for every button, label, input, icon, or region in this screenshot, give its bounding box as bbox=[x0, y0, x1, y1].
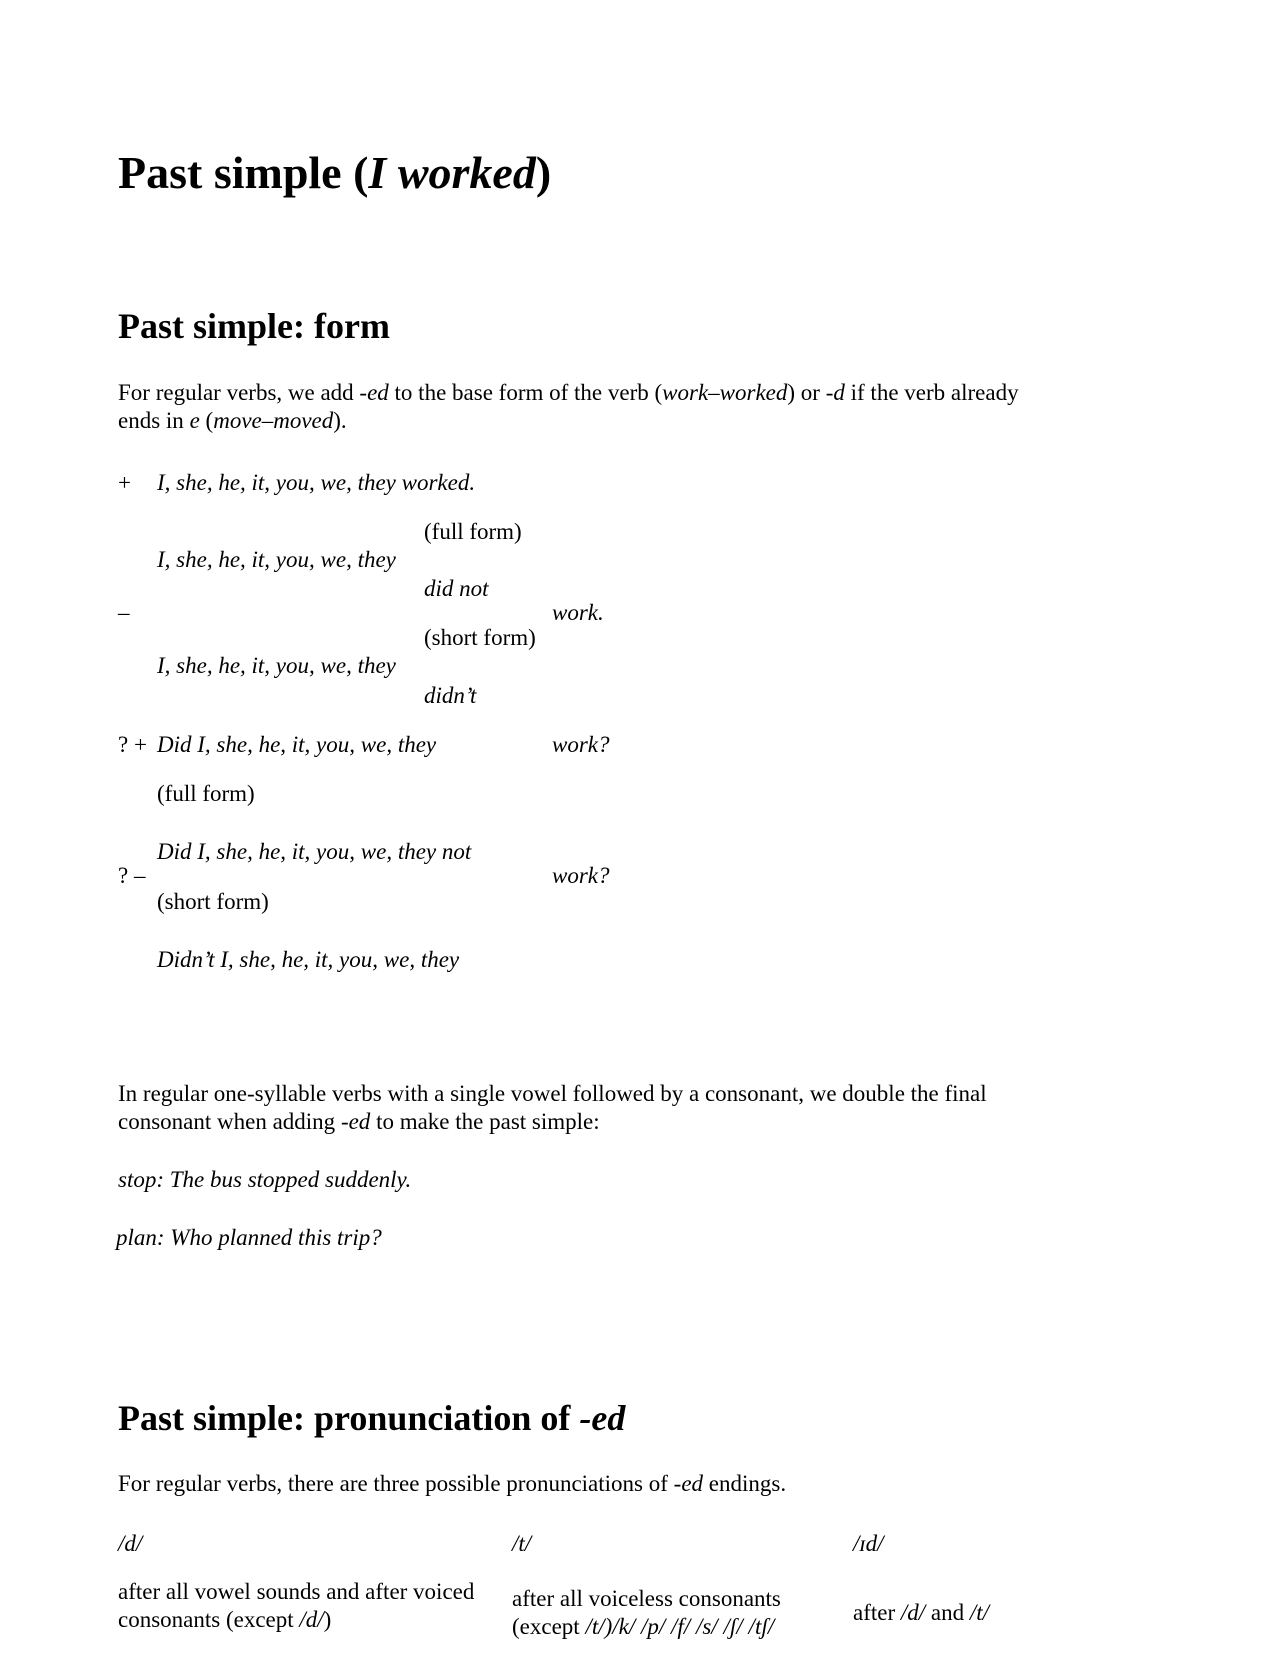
intro-italic: move–moved bbox=[213, 408, 334, 433]
col-d-line2 bbox=[118, 1606, 331, 1634]
question-text: Did I, she, he, it, you, we, they bbox=[157, 732, 437, 757]
pron-intro-text: endings. bbox=[703, 1471, 787, 1496]
intro-text: For regular verbs, we add bbox=[118, 380, 360, 405]
col-t-line1: after all voiceless consonants bbox=[512, 1586, 781, 1611]
negative-did-not: did not bbox=[424, 576, 489, 601]
doubling-line1: In regular one-syllable verbs with a single vowel followed by a consonant, we double the final bbox=[118, 1081, 987, 1106]
neg-question-sign: ? – bbox=[118, 863, 146, 888]
negative-subject-2: I, she, he, it, you, we, they bbox=[157, 653, 396, 678]
negative-full-label: (full form) bbox=[424, 519, 522, 544]
pronunciation-heading-italic: -ed bbox=[579, 1398, 626, 1438]
doubling-text: to make the past simple: bbox=[370, 1109, 600, 1134]
col-id-italic: /d/ bbox=[900, 1600, 926, 1625]
intro-italic: -ed bbox=[359, 380, 389, 405]
col-id-text: and bbox=[925, 1600, 970, 1625]
col-t-text: (except bbox=[512, 1614, 586, 1639]
neg-question-verb: work? bbox=[552, 863, 610, 888]
col-d-italic: /d/ bbox=[299, 1607, 324, 1632]
pronunciation-heading-text: Past simple: pronunciation of bbox=[118, 1398, 580, 1438]
col-t-line2 bbox=[512, 1613, 774, 1641]
intro-text: ( bbox=[199, 408, 214, 433]
col-id-text: after bbox=[853, 1600, 901, 1625]
pron-intro-text: For regular verbs, there are three possible pronunciations of bbox=[118, 1471, 674, 1496]
intro-text: ends in bbox=[118, 408, 190, 433]
doubling-text: consonant when adding bbox=[118, 1109, 341, 1134]
title-close: ) bbox=[535, 147, 552, 198]
intro-italic: -d bbox=[825, 380, 845, 405]
col-d-text: consonants (except bbox=[118, 1607, 300, 1632]
symbol-id: /ɪd/ bbox=[853, 1531, 884, 1556]
negative-didnt: didn’t bbox=[424, 683, 477, 708]
intro-text: if the verb already bbox=[844, 380, 1019, 405]
col-d-text: ) bbox=[323, 1607, 332, 1632]
neg-question-full-text: Did I, she, he, it, you, we, they not bbox=[157, 839, 472, 864]
col-t-italic: /t/)/k/ /p/ /f/ /s/ /ʃ/ /tʃ/ bbox=[585, 1614, 775, 1639]
neg-question-short-text: Didn’t I, she, he, it, you, we, they bbox=[157, 947, 460, 972]
form-intro-line2 bbox=[118, 407, 347, 435]
intro-text: ) or bbox=[787, 380, 826, 405]
pronunciation-heading bbox=[118, 1397, 625, 1439]
example-stop: stop: The bus stopped suddenly. bbox=[118, 1167, 412, 1192]
page-title bbox=[118, 146, 551, 199]
affirmative-text: I, she, he, it, you, we, they worked. bbox=[157, 470, 476, 495]
form-heading: Past simple: form bbox=[118, 306, 390, 346]
doubling-line2 bbox=[118, 1108, 600, 1136]
intro-italic: work–worked bbox=[662, 380, 788, 405]
symbol-t: /t/ bbox=[512, 1531, 532, 1556]
col-d-line1: after all vowel sounds and after voiced bbox=[118, 1579, 475, 1604]
doubling-italic: -ed bbox=[340, 1109, 371, 1134]
affirmative-sign: + bbox=[118, 470, 131, 495]
negative-short-label: (short form) bbox=[424, 625, 536, 650]
question-verb: work? bbox=[552, 732, 610, 757]
intro-italic: e bbox=[189, 408, 200, 433]
question-sign: ? + bbox=[118, 732, 147, 757]
form-intro-line1 bbox=[118, 379, 1019, 407]
col-id-line1 bbox=[853, 1599, 989, 1627]
negative-subject-1: I, she, he, it, you, we, they bbox=[157, 547, 396, 572]
intro-text: to the base form of the verb ( bbox=[388, 380, 663, 405]
title-text: Past simple ( bbox=[118, 147, 369, 198]
title-italic: I worked bbox=[368, 147, 536, 198]
intro-text: ). bbox=[333, 408, 347, 433]
negative-verb: work. bbox=[552, 600, 604, 625]
neg-question-full-label: (full form) bbox=[157, 781, 255, 806]
symbol-d: /d/ bbox=[118, 1531, 143, 1556]
negative-sign: – bbox=[118, 600, 130, 625]
pronunciation-intro bbox=[118, 1470, 786, 1498]
example-plan: plan: Who planned this trip? bbox=[116, 1225, 382, 1250]
col-id-italic: /t/ bbox=[969, 1600, 990, 1625]
pron-intro-italic: -ed bbox=[673, 1471, 704, 1496]
neg-question-short-label: (short form) bbox=[157, 889, 269, 914]
